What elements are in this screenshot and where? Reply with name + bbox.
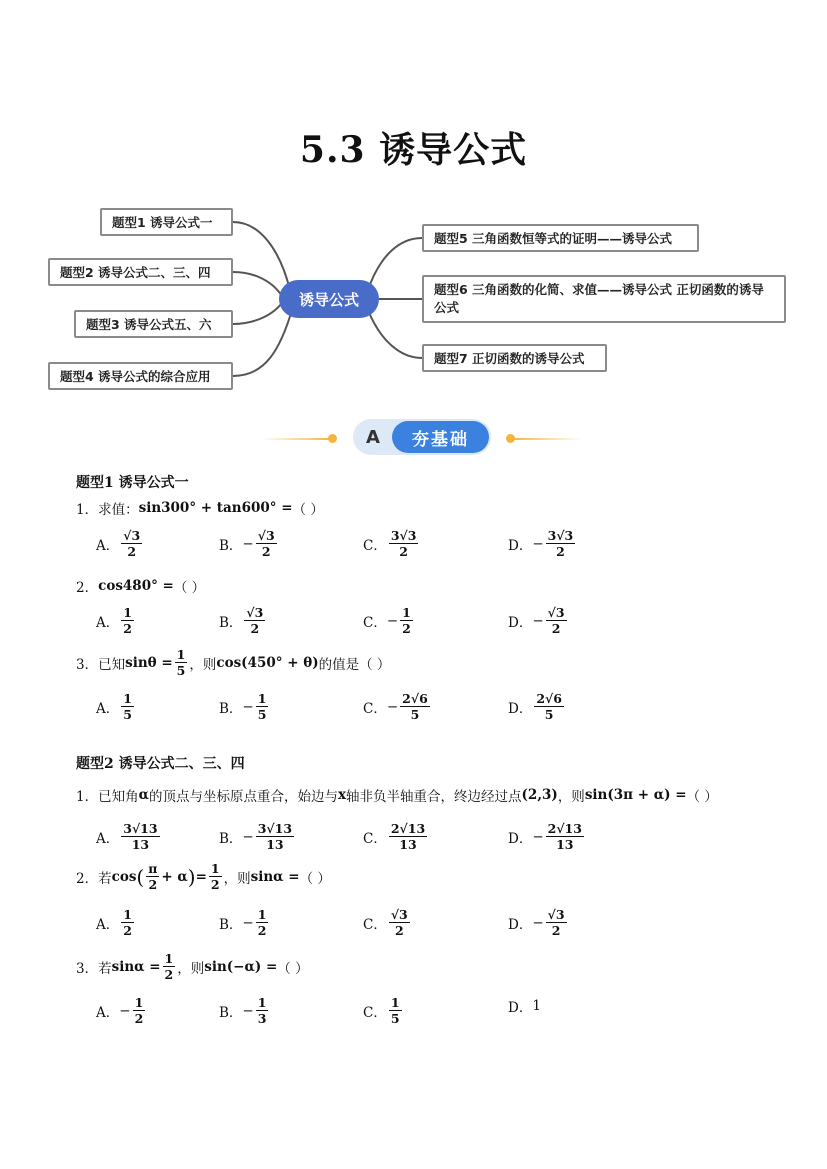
option-sign: − <box>386 612 399 629</box>
option-fraction <box>534 692 564 721</box>
option-denominator: 2 <box>551 923 561 939</box>
option-denominator: 13 <box>131 837 150 853</box>
option-fraction <box>256 692 269 721</box>
question-math: sinα = <box>111 958 161 975</box>
option-fraction <box>389 529 419 558</box>
option-numerator: 1 <box>123 691 132 706</box>
option-label: D． <box>508 830 533 847</box>
option-sign: − <box>242 698 254 715</box>
option-sign: − <box>242 828 254 845</box>
option-label: B． <box>219 830 243 847</box>
question-math-3: sinα = <box>250 868 300 885</box>
option-fraction <box>133 996 146 1025</box>
option-sign: − <box>532 535 544 552</box>
option-denominator: 13 <box>266 837 284 853</box>
answer-option <box>219 606 267 635</box>
question-fraction: $\frac{1}{2}$ <box>164 951 174 983</box>
option-denominator: 2 <box>123 621 132 637</box>
option-fraction <box>256 996 269 1025</box>
option-fraction <box>400 606 413 635</box>
mindmap-node-type4: 题型4 诱导公式的综合应用 <box>48 362 233 390</box>
question-text: 2． <box>76 580 99 596</box>
answer-option <box>508 996 541 1016</box>
option-denominator: 5 <box>544 707 554 723</box>
option-numerator: √3 <box>547 907 565 922</box>
answer-option <box>96 996 147 1025</box>
option-fraction <box>256 529 277 558</box>
option-label: B． <box>219 537 243 554</box>
option-fraction <box>121 606 134 635</box>
option-label: A． <box>96 1004 120 1021</box>
option-fraction <box>546 529 576 558</box>
option-label: A． <box>96 614 120 631</box>
option-denominator: 2 <box>399 544 408 560</box>
option-fraction <box>546 908 567 937</box>
option-fraction <box>121 529 142 558</box>
option-numerator: √3 <box>123 528 141 543</box>
mindmap-node-type1: 题型1 诱导公式一 <box>100 208 233 236</box>
option-fraction <box>546 606 567 635</box>
option-numerator: 1 <box>123 907 132 922</box>
option-label: B． <box>219 916 243 933</box>
option-numerator: √3 <box>257 528 275 543</box>
option-numerator: 2√6 <box>402 691 428 706</box>
option-label: B． <box>219 614 243 631</box>
option-sign: − <box>386 698 399 715</box>
option-denominator: 13 <box>399 837 417 853</box>
question-fraction-inner: $\frac{\pi}{2}$ <box>148 861 158 893</box>
option-label: D． <box>508 614 533 631</box>
option-denominator: 2 <box>551 621 561 637</box>
option-denominator: 2 <box>250 621 260 637</box>
question-text-mid-2: 轴非负半轴重合，终边经过点 <box>346 789 522 805</box>
answer-option <box>219 908 270 937</box>
option-label: C． <box>363 700 387 717</box>
answer-option <box>363 996 404 1025</box>
answer-option <box>508 908 569 937</box>
option-denominator: 5 <box>257 707 267 723</box>
option-fraction <box>546 822 584 851</box>
option-sign: − <box>242 914 254 931</box>
answer-option <box>508 822 586 851</box>
option-label: C． <box>363 1004 387 1021</box>
question-math-4: sin(3π + α) = <box>584 787 687 803</box>
option-label: B． <box>219 700 243 717</box>
page-title: 5.3 诱导公式 <box>299 129 528 171</box>
option-fraction <box>121 908 134 937</box>
option-fraction <box>389 822 427 851</box>
banner-line-left <box>262 438 332 440</box>
option-sign: − <box>532 612 544 629</box>
option-label: C． <box>363 916 387 933</box>
question-tail: （ ） <box>299 870 331 887</box>
question-math-2: x <box>337 787 347 803</box>
option-label: A． <box>96 830 120 847</box>
option-fraction <box>121 822 159 851</box>
answer-option <box>508 692 566 721</box>
question-math: sin300° + tan600° = <box>138 500 293 516</box>
option-label: B． <box>219 1004 243 1021</box>
mindmap-node-type3: 题型3 诱导公式五、六 <box>74 310 233 338</box>
question-math-3: (2,3) <box>521 787 558 803</box>
question-math: sinθ = <box>125 654 173 671</box>
answer-option <box>96 529 144 558</box>
option-numerator: 1 <box>257 995 267 1010</box>
option-label: D． <box>508 916 533 933</box>
option-numerator: 2√13 <box>390 821 426 836</box>
question-2-3 <box>76 952 309 981</box>
mindmap-node-type2: 题型2 诱导公式二、三、四 <box>48 258 233 286</box>
option-denominator: 2 <box>394 923 404 939</box>
option-denominator: 2 <box>402 621 411 637</box>
option-label: A． <box>96 537 120 554</box>
option-denominator: 2 <box>556 544 565 560</box>
option-numerator: 1 <box>402 605 411 620</box>
question-math: α <box>138 787 149 803</box>
question-fraction: $\frac{1}{5}$ <box>176 647 186 679</box>
answer-option <box>219 529 279 558</box>
question-text-mid: 的顶点与坐标原点重合，始边与 <box>148 789 338 805</box>
option-denominator: 2 <box>257 923 267 939</box>
mindmap-connectors <box>0 0 827 400</box>
question-tail: （ ） <box>292 502 324 518</box>
answer-option <box>363 822 429 851</box>
question-math-2: sin(−α) = <box>204 958 278 975</box>
option-numerator: 2√13 <box>547 821 582 836</box>
option-fraction <box>121 692 134 721</box>
banner-letter: A <box>366 426 380 448</box>
mindmap-node-type7: 题型7 正切函数的诱导公式 <box>422 344 607 372</box>
option-denominator: 2 <box>134 1011 144 1027</box>
question-text-mid: ，则 <box>177 960 205 977</box>
option-numerator: 1 <box>123 605 132 620</box>
option-fraction <box>389 996 402 1025</box>
option-fraction <box>389 908 410 937</box>
option-denominator: 13 <box>556 837 574 853</box>
answer-option <box>508 606 569 635</box>
question-fraction: $\frac{1}{2}$ <box>210 861 220 893</box>
option-numerator: 1 <box>257 907 267 922</box>
option-denominator: 5 <box>390 1011 400 1027</box>
option-numerator: 1 <box>257 691 267 706</box>
option-sign: − <box>119 1002 131 1019</box>
option-numerator: √3 <box>547 605 565 620</box>
option-denominator: 2 <box>261 544 271 560</box>
question-tail: （ ） <box>173 580 206 596</box>
question-math: cos480° = <box>98 578 174 594</box>
option-denominator: 5 <box>410 707 420 723</box>
mindmap-center-node: 诱导公式 <box>279 280 379 318</box>
option-fraction <box>244 606 265 635</box>
section-heading-type1: 题型1 诱导公式一 <box>76 475 189 491</box>
question-math: cos <box>111 868 137 885</box>
question-1-2 <box>76 576 205 596</box>
section-heading-type2: 题型2 诱导公式二、三、四 <box>76 756 245 772</box>
option-label: C． <box>363 614 387 631</box>
option-denominator: 3 <box>257 1011 267 1027</box>
question-text-mid: ，则 <box>189 656 217 673</box>
option-fraction <box>256 822 294 851</box>
answer-option <box>508 529 577 558</box>
option-sign: − <box>532 914 544 931</box>
right-paren: ) <box>187 864 196 889</box>
banner-line-right <box>512 438 582 440</box>
answer-option <box>363 692 432 721</box>
option-numerator: 3√13 <box>123 821 158 836</box>
banner-dot-right <box>506 434 515 443</box>
answer-option <box>363 606 415 635</box>
answer-option <box>219 692 270 721</box>
option-sign: − <box>532 828 544 845</box>
option-denominator: 5 <box>123 707 132 723</box>
left-paren: ( <box>136 864 145 889</box>
option-numerator: 1 <box>134 995 144 1010</box>
question-tail: 的值是（ ） <box>318 656 391 673</box>
option-numerator: √3 <box>390 907 408 922</box>
equals-sign: = <box>195 868 207 885</box>
question-math-2: + α <box>161 868 188 885</box>
option-denominator: 2 <box>127 544 137 560</box>
answer-option <box>96 606 136 635</box>
mindmap-node-type5: 题型5 三角函数恒等式的证明——诱导公式 <box>422 224 699 252</box>
answer-option <box>96 692 136 721</box>
option-numerator: 3√3 <box>390 528 417 543</box>
answer-option <box>363 908 412 937</box>
answer-option <box>219 822 296 851</box>
answer-option <box>219 996 270 1025</box>
option-label: A． <box>96 916 120 933</box>
option-numerator: 1 <box>390 995 400 1010</box>
answer-option <box>363 529 420 558</box>
option-label: C． <box>363 537 387 554</box>
question-text: 3．若 <box>76 960 112 977</box>
question-text: 1．求值： <box>76 502 139 518</box>
question-text: 3．已知 <box>76 656 126 673</box>
option-fraction <box>256 908 269 937</box>
option-label: D． <box>508 537 533 554</box>
question-tail: （ ） <box>686 789 718 805</box>
answer-option <box>96 822 162 851</box>
banner-dot-left <box>328 434 337 443</box>
question-1-1 <box>76 498 324 518</box>
option-label: C． <box>363 830 387 847</box>
question-2-1 <box>76 785 718 805</box>
option-label: D． <box>508 700 533 717</box>
mindmap-node-type6: 题型6 三角函数的化简、求值——诱导公式 正切函数的诱导公式 <box>422 275 786 323</box>
option-numerator: 3√13 <box>257 821 293 836</box>
question-2-2 <box>76 862 331 891</box>
banner-label: 夯基础 <box>392 421 489 453</box>
option-fraction <box>400 692 430 721</box>
option-sign: − <box>242 1002 254 1019</box>
option-denominator: 2 <box>123 923 132 939</box>
option-label: A． <box>96 700 120 717</box>
question-text-mid-3: ，则 <box>557 789 585 805</box>
question-text-mid: ，则 <box>223 870 251 887</box>
option-numerator: 3√3 <box>547 528 574 543</box>
option-sign: − <box>242 535 254 552</box>
option-numerator: 2√6 <box>536 691 562 706</box>
option-label: D． <box>508 1000 533 1016</box>
answer-option <box>96 908 136 937</box>
option-numerator: √3 <box>246 605 264 620</box>
question-tail: （ ） <box>277 960 309 977</box>
option-value: 1 <box>532 998 541 1014</box>
question-math-2: cos(450° + θ) <box>216 654 319 671</box>
question-1-3 <box>76 648 390 677</box>
question-text: 2．若 <box>76 870 112 887</box>
question-text: 1．已知角 <box>76 789 139 805</box>
